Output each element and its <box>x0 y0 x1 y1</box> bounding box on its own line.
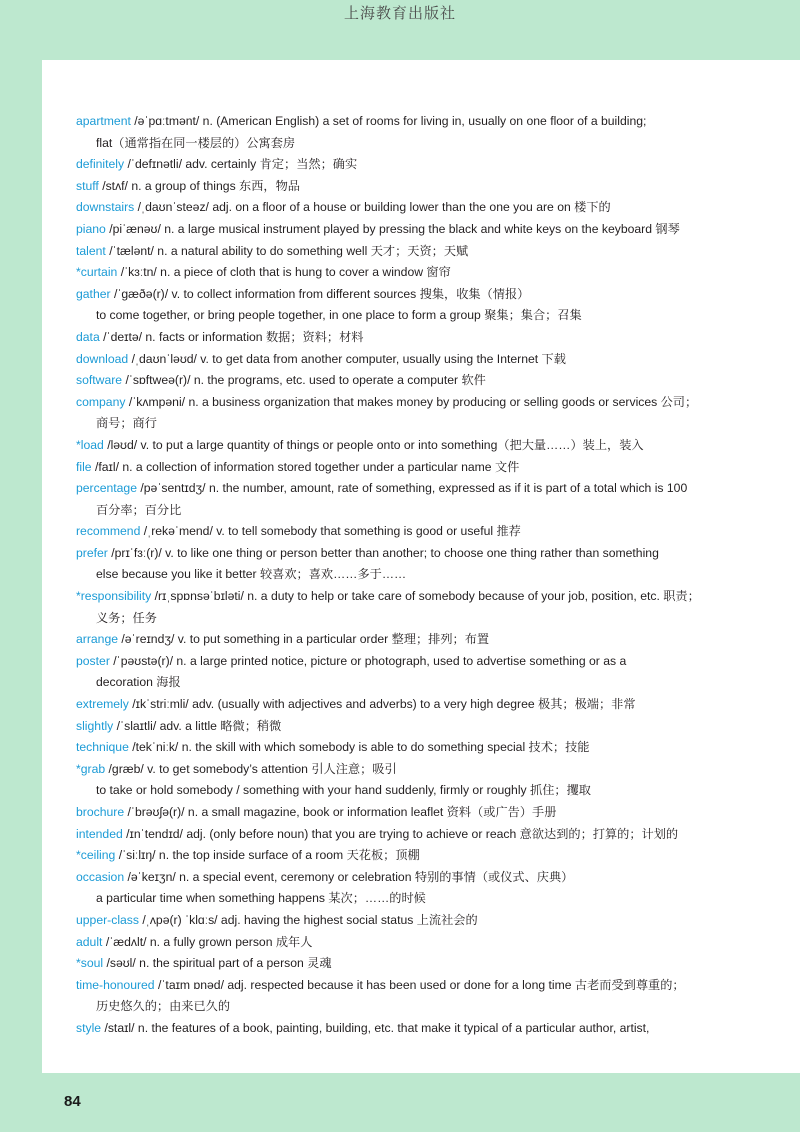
headword: intended <box>76 826 123 841</box>
vocab-entry-continuation <box>76 133 766 155</box>
definition-text: /ˈsiːlɪŋ/ n. the top inside surface of a room 天花板；顶棚 <box>118 848 420 863</box>
vocab-entry <box>76 197 766 219</box>
vocab-entry-continuation <box>76 413 766 435</box>
definition-text: /ˈtælənt/ n. a natural ability to do something well 天才；天资；天赋 <box>109 243 469 258</box>
headword: *grab <box>76 761 106 776</box>
headword: data <box>76 329 100 344</box>
headword: file <box>76 459 92 474</box>
definition-text: /səʊl/ n. the spiritual part of a person 灵魂 <box>106 956 332 971</box>
definition-text: /ˈkʌmpəni/ n. a business organization that makes money by producing or selling goods or services 公司； <box>128 394 698 409</box>
headword: recommend <box>76 524 141 539</box>
vocab-entry-continuation <box>76 888 766 910</box>
definition-text: 商号；商行 <box>96 416 157 431</box>
definition-text: /əˈkeɪʒn/ n. a special event, ceremony or celebration 特别的事情（或仪式、庆典） <box>127 869 574 884</box>
vocab-entry <box>76 802 766 824</box>
vocab-entry <box>76 262 766 284</box>
definition-text: /piˈænəʊ/ n. a large musical instrument played by pressing the black and white keys on the keyboard 钢琴 <box>109 221 680 236</box>
headword: percentage <box>76 481 137 496</box>
headword: company <box>76 394 126 409</box>
definition-text: else because you like it better 较喜欢；喜欢……多于…… <box>96 567 407 582</box>
definition-text: /ˈkɜːtn/ n. a piece of cloth that is hung to cover a window 窗帘 <box>120 265 451 280</box>
vocab-entry <box>76 478 766 500</box>
vocab-entry <box>76 392 766 414</box>
headword: *soul <box>76 956 104 971</box>
headword: adult <box>76 934 103 949</box>
definition-text: /ˌrekəˈmend/ v. to tell somebody that something is good or useful 推荐 <box>143 524 521 539</box>
definition-text: to come together, or bring people together, in one place to form a group 聚集；集合；召集 <box>96 308 582 323</box>
definition-text: /ˈtaɪm ɒnəd/ adj. respected because it has been used or done for a long time 古老而受到尊重的； <box>157 977 685 992</box>
headword: poster <box>76 653 110 668</box>
definition-text: /əˈpɑːtmənt/ n. (American English) a set of rooms for living in, usually on one floor of a building; <box>134 114 647 128</box>
headword: stuff <box>76 178 99 193</box>
headword: piano <box>76 221 106 236</box>
headword: *load <box>76 437 104 452</box>
vocab-entry <box>76 1018 766 1040</box>
headword: definitely <box>76 157 125 172</box>
definition-text: /ˈbrəʊʃə(r)/ n. a small magazine, book or information leaflet 资料（或广告）手册 <box>127 805 557 819</box>
vocab-entry <box>76 953 766 975</box>
headword: technique <box>76 740 129 755</box>
definition-text: /əˈreɪndʒ/ v. to put something in a particular order 整理；排列；布置 <box>121 632 490 647</box>
page-sheet <box>42 60 800 1073</box>
vocab-entry-continuation <box>76 305 766 327</box>
definition-text: flat（通常指在同一楼层的）公寓套房 <box>96 135 296 150</box>
vocab-entry <box>76 111 766 133</box>
headword: software <box>76 373 123 388</box>
vocab-entry <box>76 176 766 198</box>
headword: talent <box>76 243 106 258</box>
definition-text: /ˈpəʊstə(r)/ n. a large printed notice, picture or photograph, used to advertise something or as a <box>113 653 627 668</box>
vocab-entry-continuation <box>76 780 766 802</box>
headword: time-honoured <box>76 977 155 992</box>
vocab-entry <box>76 759 766 781</box>
definition-text: 义务；任务 <box>96 610 157 625</box>
definition-text: /prɪˈfɜː(r)/ v. to like one thing or person better than another; to choose one thing rather than something <box>111 545 659 560</box>
headword: *responsibility <box>76 589 152 604</box>
definition-text: /faɪl/ n. a collection of information stored together under a particular name 文件 <box>94 459 520 474</box>
vocab-entry <box>76 457 766 479</box>
vocab-entry <box>76 932 766 954</box>
vocab-entry <box>76 867 766 889</box>
vocab-entry <box>76 327 766 349</box>
definition-text: /ˈɡæðə(r)/ v. to collect information from different sources 搜集，收集（情报） <box>113 286 530 301</box>
definition-text: 百分率；百分比 <box>96 502 182 517</box>
definition-text: /ˈdeɪtə/ n. facts or information 数据；资料；材料 <box>103 329 364 344</box>
vocab-entry <box>76 241 766 263</box>
vocab-entry <box>76 349 766 371</box>
page-number: 84 <box>64 1093 81 1110</box>
definition-text: /ɪnˈtendɪd/ adj. (only before noun) that you are trying to achieve or reach 意欲达到的；打算的；计划的 <box>126 826 679 841</box>
vocab-entry <box>76 370 766 392</box>
definition-text: /pəˈsentɪdʒ/ n. the number, amount, rate of something, expressed as if it is part of a total which is 100 <box>140 481 688 496</box>
vocab-entry-continuation <box>76 500 766 522</box>
vocab-entry <box>76 154 766 176</box>
publisher-header: 上海教育出版社 <box>343 4 456 22</box>
vocab-entry <box>76 629 766 651</box>
vocab-entry <box>76 716 766 738</box>
definition-text: /tekˈniːk/ n. the skill with which somebody is able to do something special 技术；技能 <box>132 740 590 755</box>
definition-text: /ˌdaʊnˈsteəz/ adj. on a floor of a house or building lower than the one you are on 楼下的 <box>137 200 611 215</box>
definition-text: /ˈdefɪnətli/ adv. certainly 肯定；当然；确实 <box>127 157 358 172</box>
definition-text: /ˌʌpə(r) ˈklɑːs/ adj. having the highest social status 上流社会的 <box>142 912 478 927</box>
definition-text: /ɡræb/ v. to get somebody’s attention 引人注意；吸引 <box>108 761 397 776</box>
headword: downstairs <box>76 200 135 215</box>
vocab-entry <box>76 543 766 565</box>
vocab-entry <box>76 737 766 759</box>
headword: upper-class <box>76 912 139 927</box>
headword: prefer <box>76 545 108 560</box>
definition-text: /rɪˌspɒnsəˈbɪləti/ n. a duty to help or take care of somebody because of your job, position, etc. 职责； <box>154 589 700 604</box>
vocab-entry <box>76 219 766 241</box>
headword: style <box>76 1020 102 1035</box>
vocab-entry <box>76 975 766 997</box>
vocab-entry-continuation <box>76 564 766 586</box>
definition-text: decoration 海报 <box>96 675 181 690</box>
vocab-entry <box>76 651 766 673</box>
definition-text: a particular time when something happens 某次；……的时候 <box>96 891 426 906</box>
headword: occasion <box>76 869 125 884</box>
definition-text: to take or hold somebody / something with your hand suddenly, firmly or roughly 抓住；攫取 <box>96 783 591 798</box>
vocab-entry <box>76 694 766 716</box>
definition-text: /stʌf/ n. a group of things 东西，物品 <box>102 178 300 193</box>
vocab-entry <box>76 845 766 867</box>
vocab-entry <box>76 435 766 457</box>
definition-text: /ɪkˈstriːmli/ adv. (usually with adjectives and adverbs) to a very high degree 极其；极端；非常 <box>132 697 636 712</box>
vocab-entry-continuation <box>76 608 766 630</box>
headword: download <box>76 351 129 366</box>
vocab-entry <box>76 284 766 306</box>
definition-text: /ləʊd/ v. to put a large quantity of things or people onto or into something（把大量……）装上，装入 <box>107 437 644 452</box>
headword: *curtain <box>76 265 118 280</box>
headword: *ceiling <box>76 848 116 863</box>
definition-text: /staɪl/ n. the features of a book, painting, building, etc. that make it typical of a particular author, artist, <box>104 1020 650 1035</box>
vocab-entry-continuation <box>76 996 766 1018</box>
definition-text: /ˈædʌlt/ n. a fully grown person 成年人 <box>105 934 313 949</box>
headword: brochure <box>76 805 125 819</box>
vocab-entry <box>76 521 766 543</box>
vocab-entry <box>76 910 766 932</box>
vocab-entry <box>76 586 766 608</box>
headword: slightly <box>76 718 114 733</box>
headword: arrange <box>76 632 119 647</box>
headword: extremely <box>76 697 129 712</box>
definition-text: 历史悠久的；由来已久的 <box>96 999 231 1014</box>
definition-text: /ˌdaʊnˈləʊd/ v. to get data from another computer, usually using the Internet 下载 <box>131 351 566 366</box>
definition-text: /ˈslaɪtli/ adv. a little 略微；稍微 <box>116 718 282 733</box>
headword: apartment <box>76 114 131 128</box>
vocab-entry-continuation <box>76 672 766 694</box>
definition-text: /ˈsɒftweə(r)/ n. the programs, etc. used to operate a computer 软件 <box>125 373 486 388</box>
vocabulary-list <box>76 111 766 1040</box>
vocab-entry <box>76 824 766 846</box>
headword: gather <box>76 286 111 301</box>
